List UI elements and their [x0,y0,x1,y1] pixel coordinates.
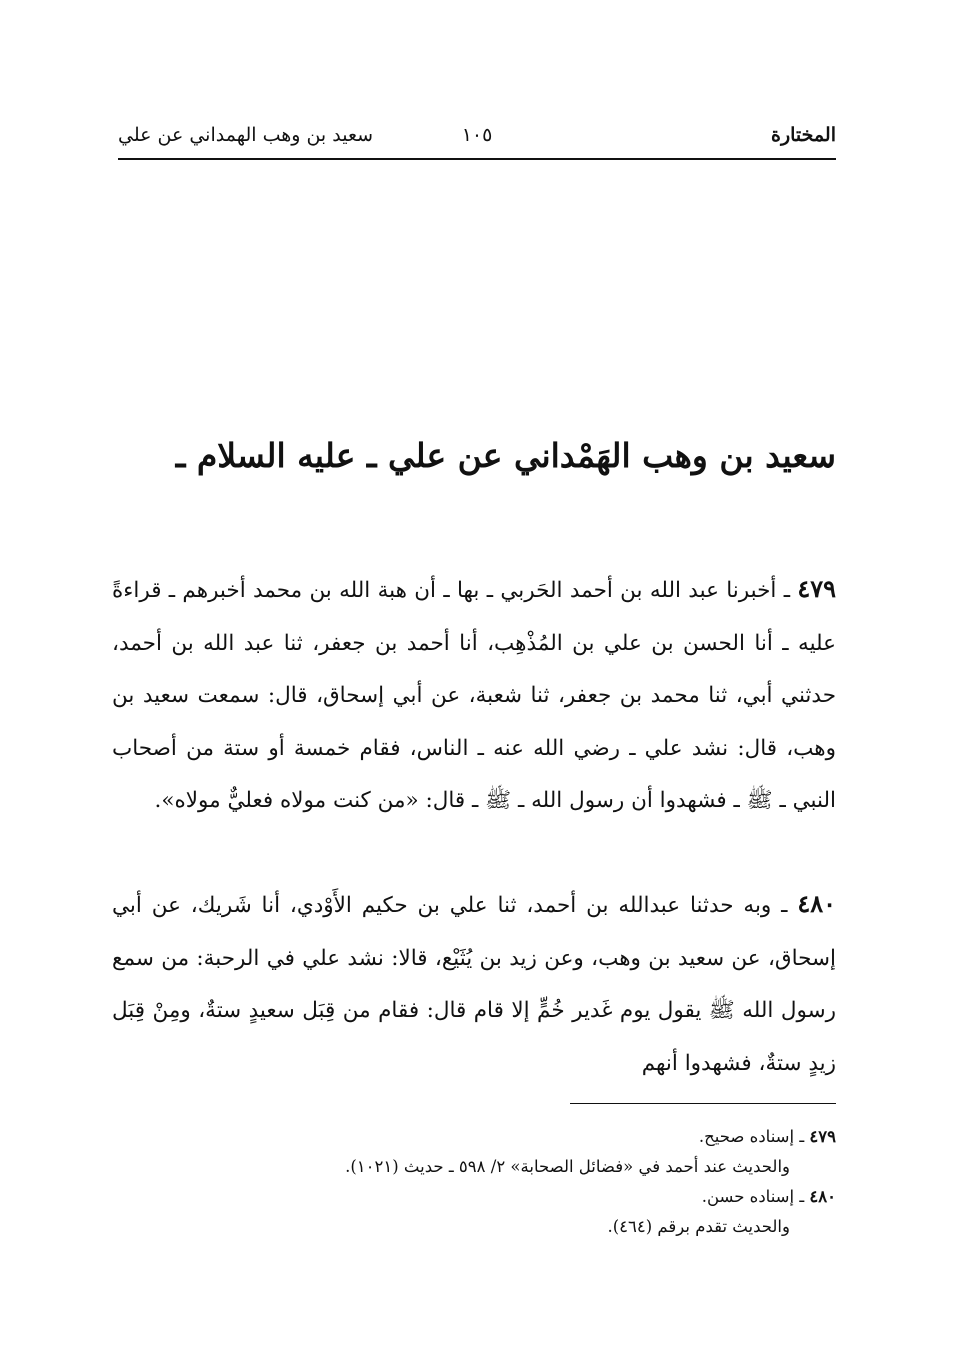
footnote-number: ٤٨٠ [809,1187,836,1206]
hadith-text: ـ وبه حدثنا عبدالله بن أحمد، ثنا علي بن حكيم الأَوْدي، أنا شَريك، عن أبي إسحاق، عن سعيد بن وهب، وعن زيد بن يُثَيْع، قالا: نشد علي في الرحبة: من سمع رسول الله ﷺ يقول يوم غَدير خُمٍّ إلا قام قال: فقام من قِبَل سعيدٍ ستةٌ، ومِنْ قِبَل زيدٍ ستةٌ، فشهدوا أنهم [112,893,836,1076]
footnote-text: والحديث عند أحمد في «فضائل الصحابة» ٢/ ٥٩٨ ـ حديث (١٠٢١). [345,1157,790,1176]
hadith-number: ٤٧٩ [797,574,836,603]
page-number: ١٠٥ [461,124,493,146]
hadith-paragraph [112,878,836,1090]
footnote [116,1122,836,1152]
section-title: سعيد بن وهب الهَمْداني عن علي ـ عليه السلام ـ [175,436,836,475]
footnote [116,1152,836,1182]
hadith-paragraph [112,563,836,828]
hadith-text: ـ أخبرنا عبد الله بن أحمد الحَربي ـ بها ـ أن هبة الله بن محمد أخبرهم ـ قراءةً عليه ـ أنا الحسن بن علي بن المُذْهِب، أنا أحمد بن جعفر، ثنا عبد الله بن أحمد، حدثني أبي، ثنا محمد بن جعفر، ثنا شعبة، عن أبي إسحاق، قال: سمعت سعيد بن وهب، قال: نشد علي ـ رضي الله عنه ـ الناس، فقام خمسة أو ستة من أصحاب النبي ـ ﷺ ـ فشهدوا أن رسول الله ـ ﷺ ـ قال: «من كنت مولاه فعليٌّ مولاه». [112,578,836,813]
header-book-title: المختارة [771,124,836,146]
footnote-text: ـ إسناده حسن. [701,1187,810,1206]
footnote-number: ٤٧٩ [809,1127,836,1146]
footnote-text: والحديث تقدم برقم (٤٦٤). [607,1217,790,1236]
footnote [116,1212,836,1242]
footnote-separator [570,1103,836,1104]
footnotes [116,1122,836,1242]
footnote [116,1182,836,1212]
running-header [118,118,836,160]
hadith-number: ٤٨٠ [797,889,836,918]
footnote-text: ـ إسناده صحيح. [698,1127,810,1146]
header-chapter-title: سعيد بن وهب الهمداني عن علي [118,124,374,146]
